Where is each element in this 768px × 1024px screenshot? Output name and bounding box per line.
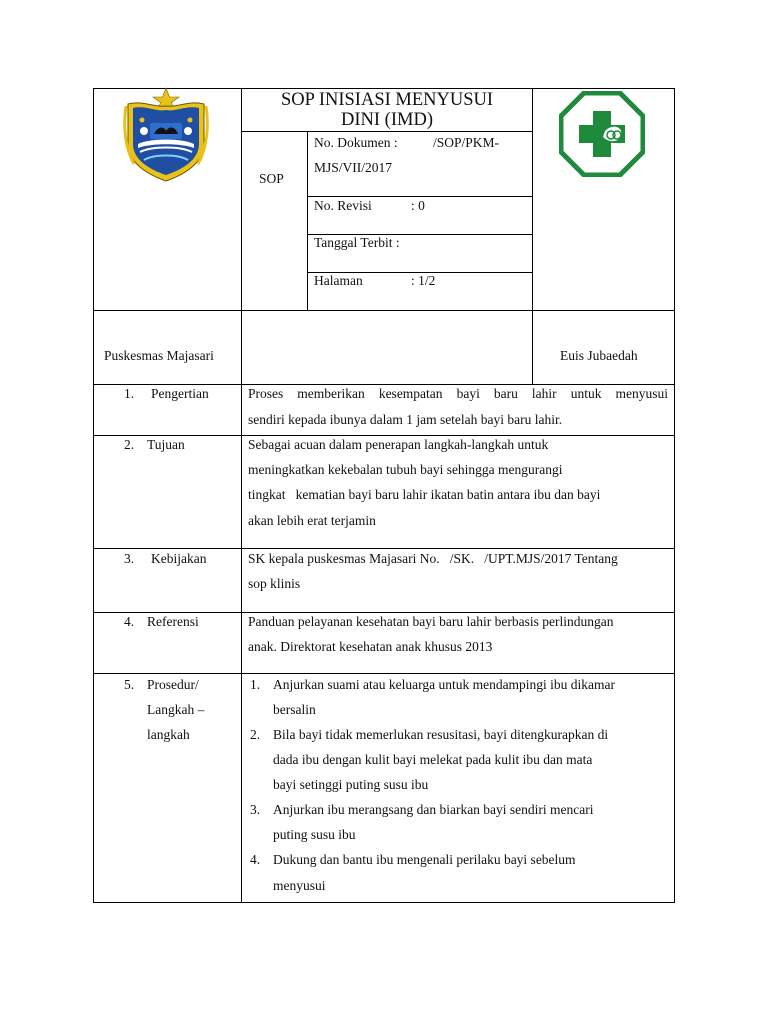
page-value: : 1/2 [411,273,436,288]
tujuan-line-4: akan lebih erat terjamin [248,513,376,528]
section-label-prosedur: Prosedur/ [147,677,199,692]
signatory-name: Euis Jubaedah [560,348,638,363]
kebijakan-line-2: sop klinis [248,576,301,591]
puskesmas-logo [559,91,645,177]
revision-value: : 0 [411,198,425,213]
section-number-3: 3. [124,551,135,566]
section-label-pengertian: Pengertian [151,386,209,401]
step-1-line-2: bersalin [273,702,316,717]
tujuan-line-2: meningkatkan kekebalan tubuh bayi sehingga mengurangi [248,462,563,477]
section-number-4: 4. [124,614,135,629]
step-2-line-1: Bila bayi tidak memerlukan resusitasi, bayi ditengkurapkan di [273,727,609,742]
title-line-2: DINI (IMD) [341,110,433,130]
step-2-line-3: bayi setinggi puting susu ibu [273,777,429,792]
referensi-line-1: Panduan pelayanan kesehatan bayi baru lahir berbasis perlindungan [248,614,614,629]
section-label-referensi: Referensi [147,614,199,629]
step-2-number: 2. [250,727,261,742]
section-label-kebijakan: Kebijakan [151,551,207,566]
revision-label: No. Revisi [314,198,372,213]
step-1-number: 1. [250,677,261,692]
pengertian-line-1: Proses memberikan kesempatan bayi baru lahir untuk menyusui [248,386,668,401]
step-4-line-1: Dukung dan bantu ibu mengenali perilaku bayi sebelum [273,852,576,867]
step-3-line-2: puting susu ibu [273,827,356,842]
step-4-line-2: menyusui [273,878,326,893]
section-label-tujuan: Tujuan [147,437,185,452]
doc-number-label: No. Dokumen : [314,135,398,150]
step-3-number: 3. [250,802,261,817]
tujuan-line-1: Sebagai acuan dalam penerapan langkah-langkah untuk [248,437,549,452]
step-1-line-1: Anjurkan suami atau keluarga untuk mendampingi ibu dikamar [273,677,616,692]
doc-number-value: /SOP/PKM- [433,135,500,150]
regional-crest-logo [120,86,212,184]
section-number-1: 1. [124,386,135,401]
title-line-1: SOP INISIASI MENYUSUI [280,90,494,110]
doc-number-value-cont: MJS/VII/2017 [314,160,393,175]
document-title [242,90,532,130]
kebijakan-line-1: SK kepala puskesmas Majasari No. /SK. /UPT.MJS/2017 Tentang [248,551,618,566]
section-label-langkah: Langkah – [147,702,205,717]
section-number-2: 2. [124,437,135,452]
pengertian-line-2: sendiri kepada ibunya dalam 1 jam setelah bayi baru lahir. [248,412,563,427]
institution-name: Puskesmas Majasari [104,348,214,363]
step-2-line-2: dada ibu dengan kulit bayi melekat pada kulit ibu dan mata [273,752,593,767]
tujuan-line-3: tingkat kematian bayi baru lahir ikatan batin antara ibu dan bayi [248,487,601,502]
step-4-number: 4. [250,852,261,867]
page-label: Halaman [314,273,363,288]
referensi-line-2: anak. Direktorat kesehatan anak khusus 2013 [248,639,493,654]
issue-date-label: Tanggal Terbit : [314,235,400,250]
section-label-langkah-2: langkah [147,727,190,742]
section-number-5: 5. [124,677,135,692]
sop-label: SOP [259,171,284,186]
step-3-line-1: Anjurkan ibu merangsang dan biarkan bayi sendiri mencari [273,802,594,817]
